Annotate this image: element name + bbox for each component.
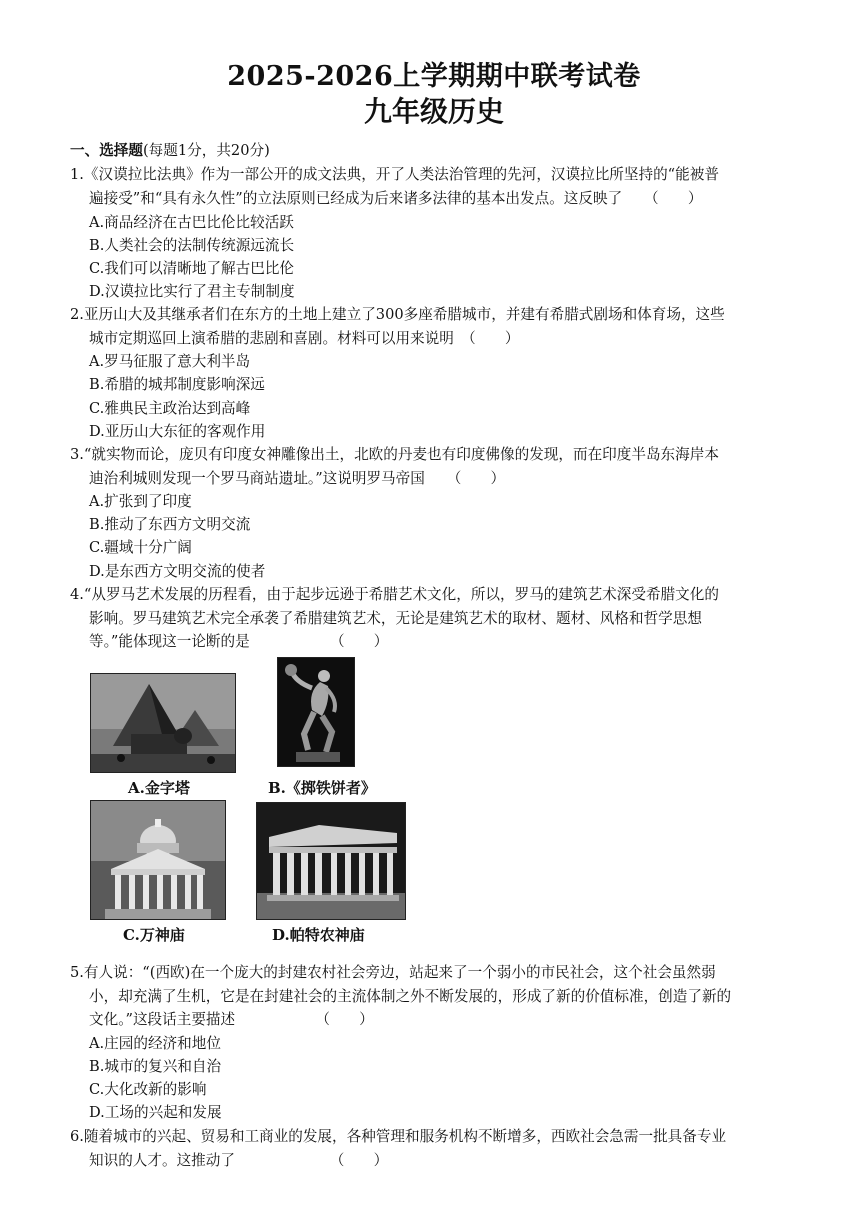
- q5-option-d[interactable]: D.工场的兴起和发展: [89, 1104, 222, 1121]
- q1-stem-line1: 1.《汉谟拉比法典》作为一部公开的成文法典，开了人类法治管理的先河，汉谟拉比所坚持的“能被普: [70, 166, 719, 183]
- figure-c-caption: C.万神庙: [123, 926, 185, 944]
- q5-option-b[interactable]: B.城市的复兴和自治: [89, 1058, 222, 1075]
- q1-option-d[interactable]: D.汉谟拉比实行了君主专制制度: [89, 283, 295, 300]
- figure-pyramid-image[interactable]: [90, 673, 236, 773]
- section-title: 一、选择题: [70, 142, 143, 159]
- exam-subject: 九年级历史: [363, 95, 504, 128]
- q5-stem-line3: 文化。”这段话主要描述 （ ）: [89, 1011, 374, 1028]
- q2-option-c[interactable]: C.雅典民主政治达到高峰: [89, 400, 251, 417]
- section-heading: [70, 141, 270, 161]
- q3-option-a[interactable]: A.扩张到了印度: [89, 493, 192, 510]
- q3-stem-line1: 3.“就实物而论，庞贝有印度女神雕像出土，北欧的丹麦也有印度佛像的发现，而在印度半岛东海岸本: [70, 446, 719, 463]
- figure-a-caption: A.金字塔: [128, 779, 190, 797]
- q2-option-b[interactable]: B.希腊的城邦制度影响深远: [89, 376, 265, 393]
- q2-option-a[interactable]: A.罗马征服了意大利半岛: [89, 353, 251, 370]
- q3-option-b[interactable]: B.推动了东西方文明交流: [89, 516, 251, 533]
- q2-stem-line2: 城市定期巡回上演希腊的悲剧和喜剧。材料可以用来说明 （ ）: [89, 330, 520, 347]
- section-note: (每题1分，共20分): [142, 142, 270, 159]
- q3-option-c[interactable]: C.疆域十分广阔: [89, 539, 192, 556]
- figure-parthenon-image[interactable]: [256, 802, 406, 920]
- q5-stem-line2: 小，却充满了生机，它是在封建社会的主流体制之外不断发展的，形成了新的价值标准，创造了新的: [89, 988, 732, 1005]
- q1-stem-line2: 遍接受”和“具有永久性”的立法原则已经成为后来诸多法律的基本出发点。这反映了 （ ）: [89, 190, 703, 207]
- q6-stem-line1: 6.随着城市的兴起、贸易和工商业的发展，各种管理和服务机构不断增多，西欧社会急需一批具备专业: [70, 1128, 727, 1145]
- figure-pantheon-image[interactable]: [90, 800, 226, 920]
- q4-stem-line3: 等。”能体现这一论断的是 （ ）: [89, 633, 389, 650]
- q4-stem-line1: 4.“从罗马艺术发展的历程看，由于起步远逊于希腊艺术文化，所以，罗马的建筑艺术深受希腊文化的: [70, 586, 719, 603]
- q5-option-c[interactable]: C.大化改新的影响: [89, 1081, 207, 1098]
- q6-stem-line2: 知识的人才。这推动了 （ ）: [89, 1152, 389, 1169]
- q5-option-a[interactable]: A.庄园的经济和地位: [89, 1035, 221, 1052]
- q1-option-b[interactable]: B.人类社会的法制传统源远流长: [89, 237, 295, 254]
- q5-stem-line1: 5.有人说：“(西欧)在一个庞大的封建农村社会旁边，站起来了一个弱小的市民社会，这个社会虽然弱: [70, 964, 716, 981]
- q4-stem-line2: 影响。罗马建筑艺术完全承袭了希腊建筑艺术，无论是建筑艺术的取材、题材、风格和哲学思想: [89, 610, 702, 627]
- q3-stem-line2: 迪治利城则发现一个罗马商站遗址。”这说明罗马帝国 （ ）: [89, 470, 506, 487]
- q1-option-a[interactable]: A.商品经济在古巴比伦比较活跃: [89, 214, 294, 231]
- q3-option-d[interactable]: D.是东西方文明交流的使者: [89, 563, 266, 580]
- exam-title: 2025-2026上学期期中联考试卷: [227, 61, 641, 92]
- q2-stem-line1: 2.亚历山大及其继承者们在东方的土地上建立了300多座希腊城市，并建有希腊式剧场和体育场，这些: [70, 306, 725, 323]
- figure-b-caption: B.《掷铁饼者》: [268, 779, 376, 797]
- figure-discobolus-image[interactable]: [277, 657, 355, 767]
- figure-d-caption: D.帕特农神庙: [272, 926, 365, 944]
- q1-option-c[interactable]: C.我们可以清晰地了解古巴比伦: [89, 260, 295, 277]
- q2-option-d[interactable]: D.亚历山大东征的客观作用: [89, 423, 266, 440]
